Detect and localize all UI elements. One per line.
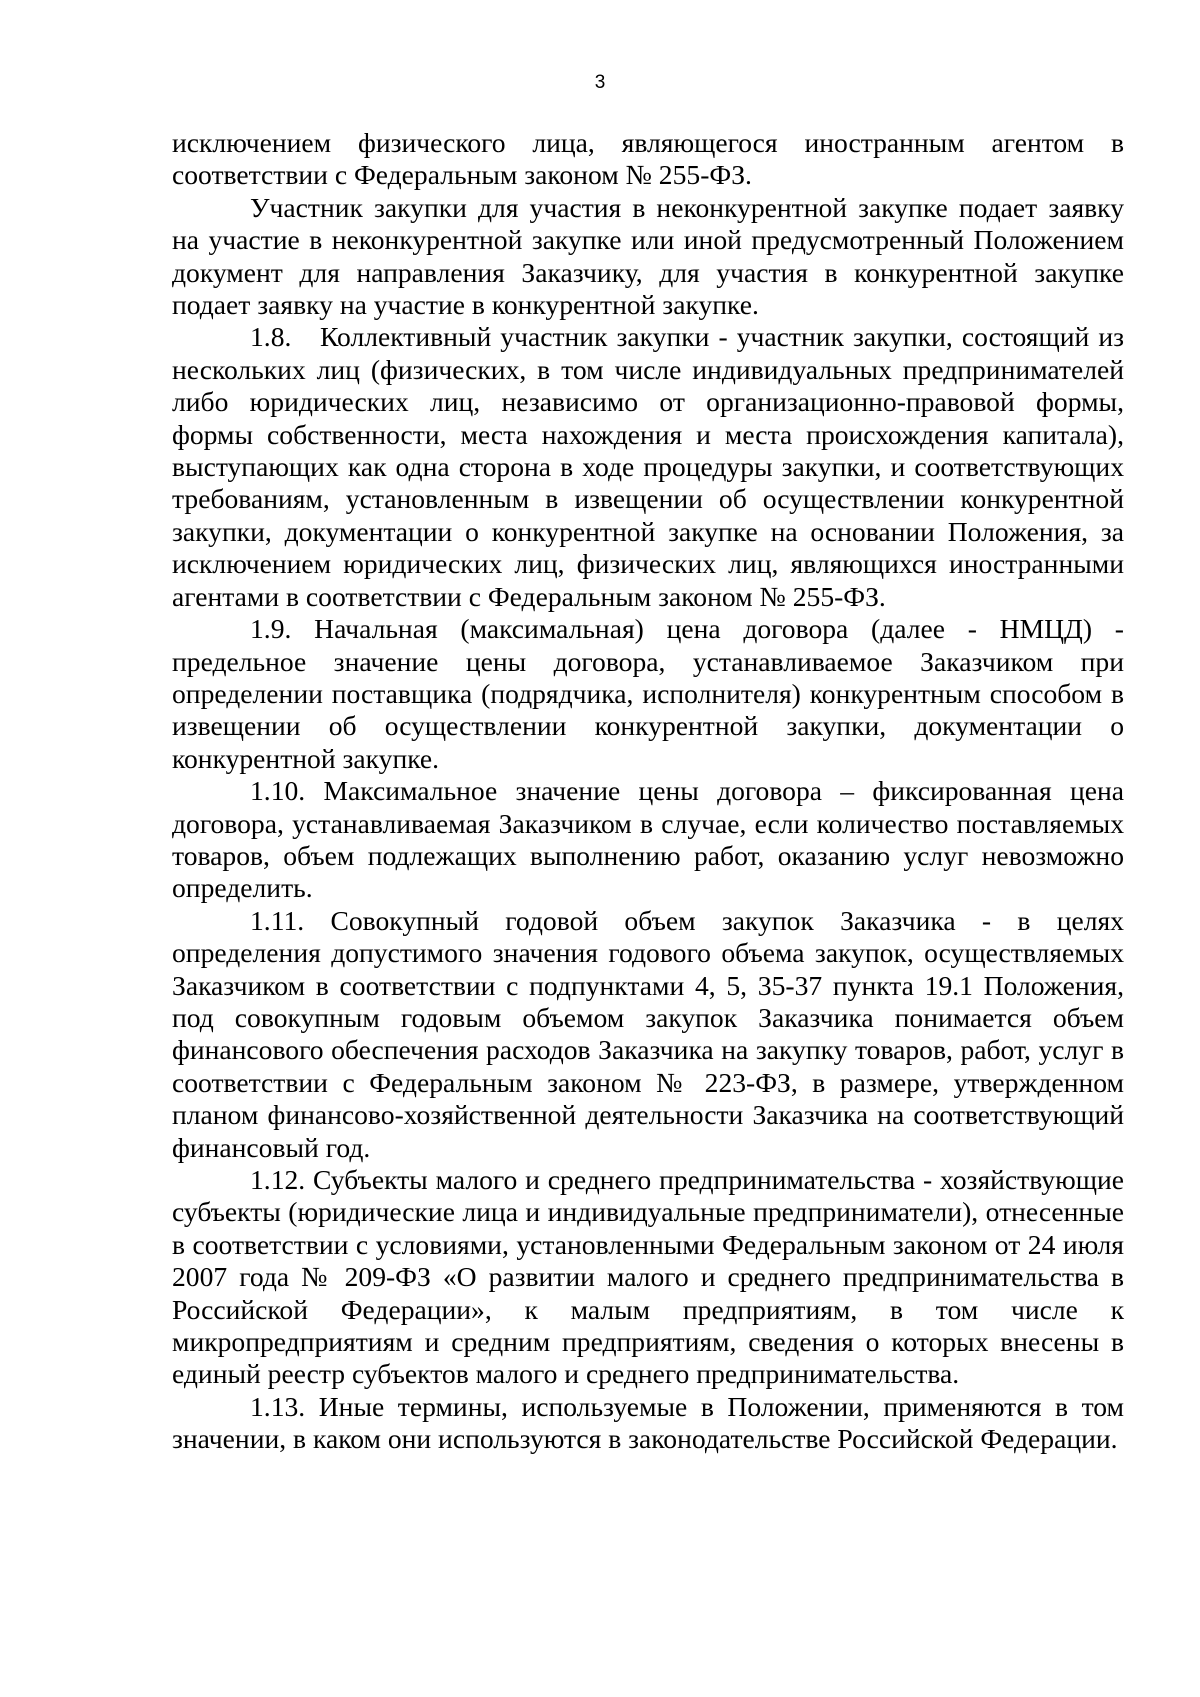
paragraph-continuation <box>172 127 1124 192</box>
paragraph-text: Начальная (максимальная) цена договора (далее - НМЦД) - предельное значение цены договора, устанавливаемое Заказчиком при определении поставщика (подрядчика, исполнителя) конкурентным способом в извещении об осуществлении конкурентной закупки, документации о конкурентной закупке. <box>172 613 1124 774</box>
page-number: 3 <box>594 72 606 93</box>
paragraph-text: Совокупный годовой объем закупок Заказчика - в целях определения допустимого значения годового объема закупок, осуществляемых Заказчиком в соответствии с подпунктами 4, 5, 35-37 пункта 19.1 Положения, под совокупным годовым объемом закупок Заказчика понимается объем финансового обеспечения расходов Заказчика на закупку товаров, работ, услуг в соответствии с Федеральным законом № 223-ФЗ, в размере, утвержденном планом финансово-хозяйственной деятельности Заказчика на соответствующий финансовый год. <box>172 904 1124 1163</box>
paragraph-number: 1.12. <box>250 1164 306 1195</box>
paragraph-1-9 <box>172 613 1124 775</box>
paragraph-text: Коллективный участник закупки - участник закупки, состоящий из нескольких лиц (физических, в том числе индивидуальных предпринимателей либо юридических лиц, независимо от организационно-правовой формы, формы собственности, места нахождения и места происхождения капитала), выступающих как одна сторона в ходе процедуры закупки, и соответствующих требованиям, установленным в извещении об осуществлении конкурентной закупки, документации о конкурентной закупке на основании Положения, за исключением юридических лиц, физических лиц, являющихся иностранными агентами в соответствии с Федеральным законом № 255-ФЗ. <box>172 321 1124 612</box>
paragraph-1-10 <box>172 775 1124 905</box>
paragraph-1-12 <box>172 1164 1124 1391</box>
paragraph-text: исключением физического лица, являющегося иностранным агентом в соответствии с Федеральным законом № 255-ФЗ. <box>172 127 1124 191</box>
paragraph-1-11 <box>172 905 1124 1164</box>
paragraph-text: Участник закупки для участия в неконкурентной закупке подает заявку на участие в неконкурентной закупке или иной предусмотренный Положением документ для направления Заказчику, для участия в конкурентной закупке подает заявку на участие в конкурентной закупке. <box>172 191 1124 321</box>
paragraph-text: Максимальное значение цены договора – фиксированная цена договора, устанавливаемая Заказчиком в случае, если количество поставляемых товаров, объем подлежащих выполнению работ, оказанию услуг невозможно определить. <box>172 775 1124 904</box>
paragraph-text: Иные термины, используемые в Положении, применяются в том значении, в каком они используются в законодательстве Российской Федерации. <box>172 1390 1124 1455</box>
paragraph-1-13 <box>172 1391 1124 1456</box>
paragraph-text: Субъекты малого и среднего предпринимательства - хозяйствующие субъекты (юридические лица и индивидуальные предприниматели), отнесенные в соответствии с условиями, установленными Федеральным законом от 24 июля 2007 года № 209-ФЗ «О развитии малого и среднего предпринимательства в Российской Федерации», к малым предприятиям, в том числе к микропредприятиям и средним предприятиям, сведения о которых внесены в единый реестр субъектов малого и среднего предпринимательства. <box>172 1164 1124 1390</box>
paragraph-number: 1.8. <box>250 321 292 353</box>
paragraph-number: 1.11. <box>250 904 305 936</box>
paragraph-participant-application <box>172 192 1124 322</box>
document-body <box>172 127 1124 1456</box>
paragraph-number: 1.13. <box>250 1390 306 1422</box>
paragraph-1-8 <box>172 321 1124 613</box>
paragraph-number: 1.10. <box>250 775 306 807</box>
paragraph-number: 1.9. <box>250 613 292 645</box>
